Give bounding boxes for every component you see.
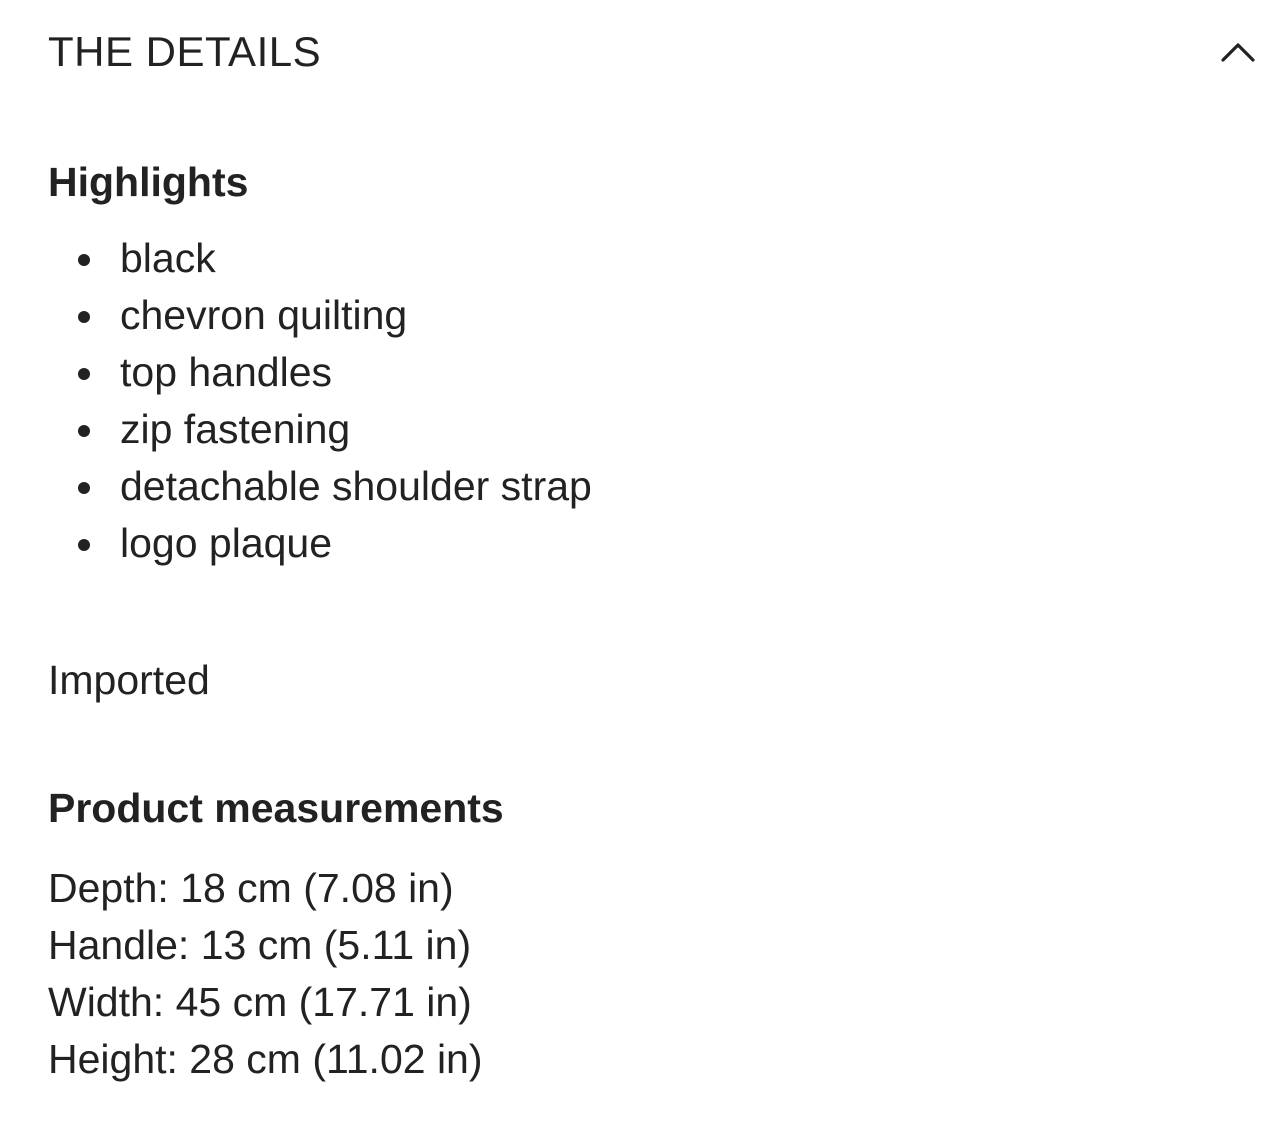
measurements-heading: Product measurements [48,785,504,831]
bullet-icon [78,482,90,494]
list-item [48,344,1228,401]
details-title: THE DETAILS [48,28,322,75]
list-item [48,458,1228,515]
measurements-list [48,860,1228,1088]
highlight-text: black [120,235,216,281]
bullet-icon [78,539,90,551]
details-accordion-toggle[interactable] [48,22,1258,82]
highlight-text: top handles [120,349,333,395]
bullet-icon [78,368,90,380]
list-item [48,401,1228,458]
bullet-icon [78,311,90,323]
highlight-text: logo plaque [120,520,333,566]
bullet-icon [78,254,90,266]
measurement-height: Height: 28 cm (11.02 in) [48,1036,483,1082]
highlight-text: chevron quilting [120,292,408,338]
highlights-list [48,230,1228,572]
bullet-icon [78,425,90,437]
details-panel [48,154,1228,1088]
origin-text: Imported [48,657,210,703]
highlights-heading: Highlights [48,159,249,205]
highlight-text: detachable shoulder strap [120,463,592,509]
list-item [48,230,1228,287]
list-item [48,287,1228,344]
measurement-handle: Handle: 13 cm (5.11 in) [48,922,472,968]
list-item [48,515,1228,572]
measurement-width: Width: 45 cm (17.71 in) [48,979,472,1025]
chevron-up-icon[interactable] [1218,32,1258,72]
measurement-depth: Depth: 18 cm (7.08 in) [48,865,454,911]
highlight-text: zip fastening [120,406,351,452]
